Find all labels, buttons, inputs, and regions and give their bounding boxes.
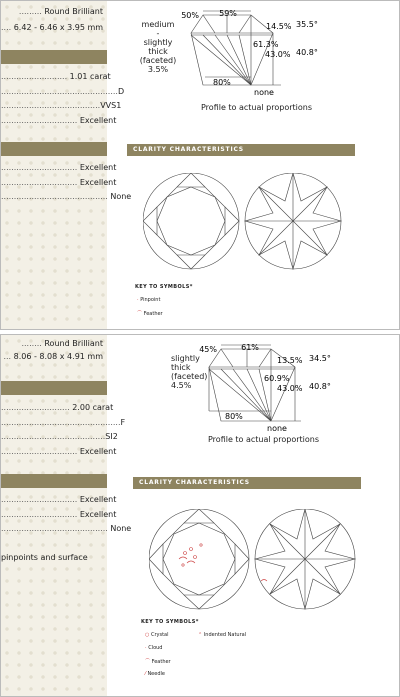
crown-angle: 35.5° <box>296 20 318 29</box>
lower-half: 80% <box>213 78 231 87</box>
symmetry-value: Excellent <box>79 178 117 187</box>
cut-row: .............................. Excellent <box>1 116 117 125</box>
pavilion-depth: 43.0% <box>277 384 303 393</box>
key-label: Crystal <box>150 632 169 638</box>
girdle-line: (faceted) <box>171 372 208 381</box>
symmetry-row: .............................. Excellent <box>1 178 117 187</box>
key-label: Cloud <box>148 645 163 651</box>
key-crystal <box>145 632 169 638</box>
girdle-label <box>135 20 181 74</box>
comments-text: pinpoints and surface <box>1 553 88 562</box>
shape-row: ......... Round Brilliant <box>18 7 103 16</box>
crown-height: 14.5% <box>266 22 292 31</box>
polish-value: Excellent <box>79 163 117 172</box>
total-depth: 61.3% <box>253 40 279 49</box>
report-panel-1 <box>0 0 400 330</box>
star-percent: 50% <box>181 11 199 20</box>
measurements-value: 8.06 - 8.08 x 4.91 mm <box>13 352 103 361</box>
key-label: Feather <box>151 659 171 665</box>
section-band-finish <box>1 142 107 156</box>
carat-value: 2.00 carat <box>72 403 114 412</box>
table-percent: 59% <box>219 9 237 18</box>
key-cloud <box>145 645 162 651</box>
clarity-header: CLARITY CHARACTERISTICS <box>127 144 355 156</box>
cut-value: Excellent <box>79 447 117 456</box>
polish-value: Excellent <box>79 495 117 504</box>
carat-value: 1.01 carat <box>69 72 111 81</box>
carat-row: .......................... 1.01 carat <box>1 72 111 81</box>
measurements-row: .... 6.42 - 6.46 x 3.95 mm <box>1 23 104 32</box>
cut-value: Excellent <box>79 116 117 125</box>
carat-row: ........................... 2.00 carat <box>1 403 114 412</box>
clarity-value: SI2 <box>105 432 118 441</box>
crystal-icon: ○ <box>145 632 150 638</box>
key-feather <box>145 658 171 665</box>
color-value: D <box>117 87 125 96</box>
pavilion-angle: 40.8° <box>309 382 331 391</box>
clarity-row: .......................................VVS1 <box>1 101 122 110</box>
total-depth: 60.9% <box>264 374 290 383</box>
lower-half: 80% <box>225 412 243 421</box>
clarity-row: .........................................SI2 <box>1 432 118 441</box>
measurements-value: 6.42 - 6.46 x 3.95 mm <box>13 23 104 32</box>
key-feather <box>137 310 163 317</box>
crown-angle: 34.5° <box>309 354 331 363</box>
measurements-row: ... 8.06 - 8.08 x 4.91 mm <box>3 352 103 361</box>
key-needle <box>145 671 165 677</box>
clarity-value: VVS1 <box>100 101 122 110</box>
clarity-plots <box>143 173 343 273</box>
shape-value: Round Brilliant <box>44 339 103 348</box>
color-row: ...............................................F <box>1 418 126 427</box>
table-percent: 61% <box>241 343 259 352</box>
color-value: F <box>120 418 126 427</box>
pavilion-depth: 43.0% <box>265 50 291 59</box>
fluorescence-row: .......................................... None <box>1 192 132 201</box>
shape-value: Round Brilliant <box>44 7 103 16</box>
culet: none <box>267 424 287 431</box>
inclusion-markings <box>179 544 267 581</box>
culet: none <box>254 88 274 95</box>
key-label: Feather <box>143 311 163 317</box>
indented-natural-icon: ⌃ <box>198 632 203 638</box>
girdle-line: slightly <box>171 354 200 363</box>
girdle-line: medium <box>141 20 175 29</box>
section-band-grading <box>1 50 107 64</box>
clarity-plots <box>149 509 357 613</box>
proportions-caption: Profile to actual proportions <box>208 435 320 444</box>
star-percent: 45% <box>199 345 217 354</box>
shape-row: ........ Round Brilliant <box>21 339 103 348</box>
key-indented-natural <box>198 632 246 638</box>
feather-icon: ⌒ <box>137 311 143 317</box>
crown-height: 13.5% <box>277 356 303 365</box>
girdle-line: (faceted) <box>139 56 177 65</box>
pavilion-angle: 40.8° <box>296 48 318 57</box>
key-label: Needle <box>147 671 165 677</box>
polish-row: .............................. Excellent <box>1 163 117 172</box>
symmetry-row: .............................. Excellent <box>1 510 117 519</box>
feather-icon: ⌒ <box>145 659 151 665</box>
symmetry-value: Excellent <box>79 510 117 519</box>
proportions-diagram <box>137 339 347 431</box>
girdle-line: 3.5% <box>147 65 169 74</box>
pinpoint-icon: · <box>137 297 139 303</box>
fluorescence-row: .......................................... None <box>1 524 132 533</box>
girdle-label <box>171 354 207 390</box>
cut-row: .............................. Excellent <box>1 447 117 456</box>
cloud-icon: · <box>145 645 147 651</box>
fluorescence-value: None <box>110 192 132 201</box>
key-pinpoint <box>137 297 160 303</box>
color-row: ..............................................D <box>1 87 125 96</box>
polish-row: .............................. Excellent <box>1 495 117 504</box>
girdle-line: 4.5% <box>171 381 192 390</box>
key-label: Pinpoint <box>140 297 161 303</box>
fluorescence-value: None <box>110 524 132 533</box>
girdle-line: slightly <box>143 38 173 47</box>
girdle-line: thick <box>148 47 168 56</box>
section-band-finish <box>1 474 107 488</box>
key-label: Indented Natural <box>203 632 247 638</box>
proportions-caption: Profile to actual proportions <box>201 103 313 112</box>
girdle-line: thick <box>171 363 191 372</box>
clarity-header: CLARITY CHARACTERISTICS <box>133 477 361 489</box>
key-title: KEY TO SYMBOLS* <box>141 619 199 625</box>
needle-icon: ⁄ <box>145 671 146 677</box>
girdle-line: - <box>156 29 160 38</box>
key-title: KEY TO SYMBOLS* <box>135 284 193 290</box>
section-band-grading <box>1 381 107 395</box>
report-panel-2 <box>0 334 400 697</box>
